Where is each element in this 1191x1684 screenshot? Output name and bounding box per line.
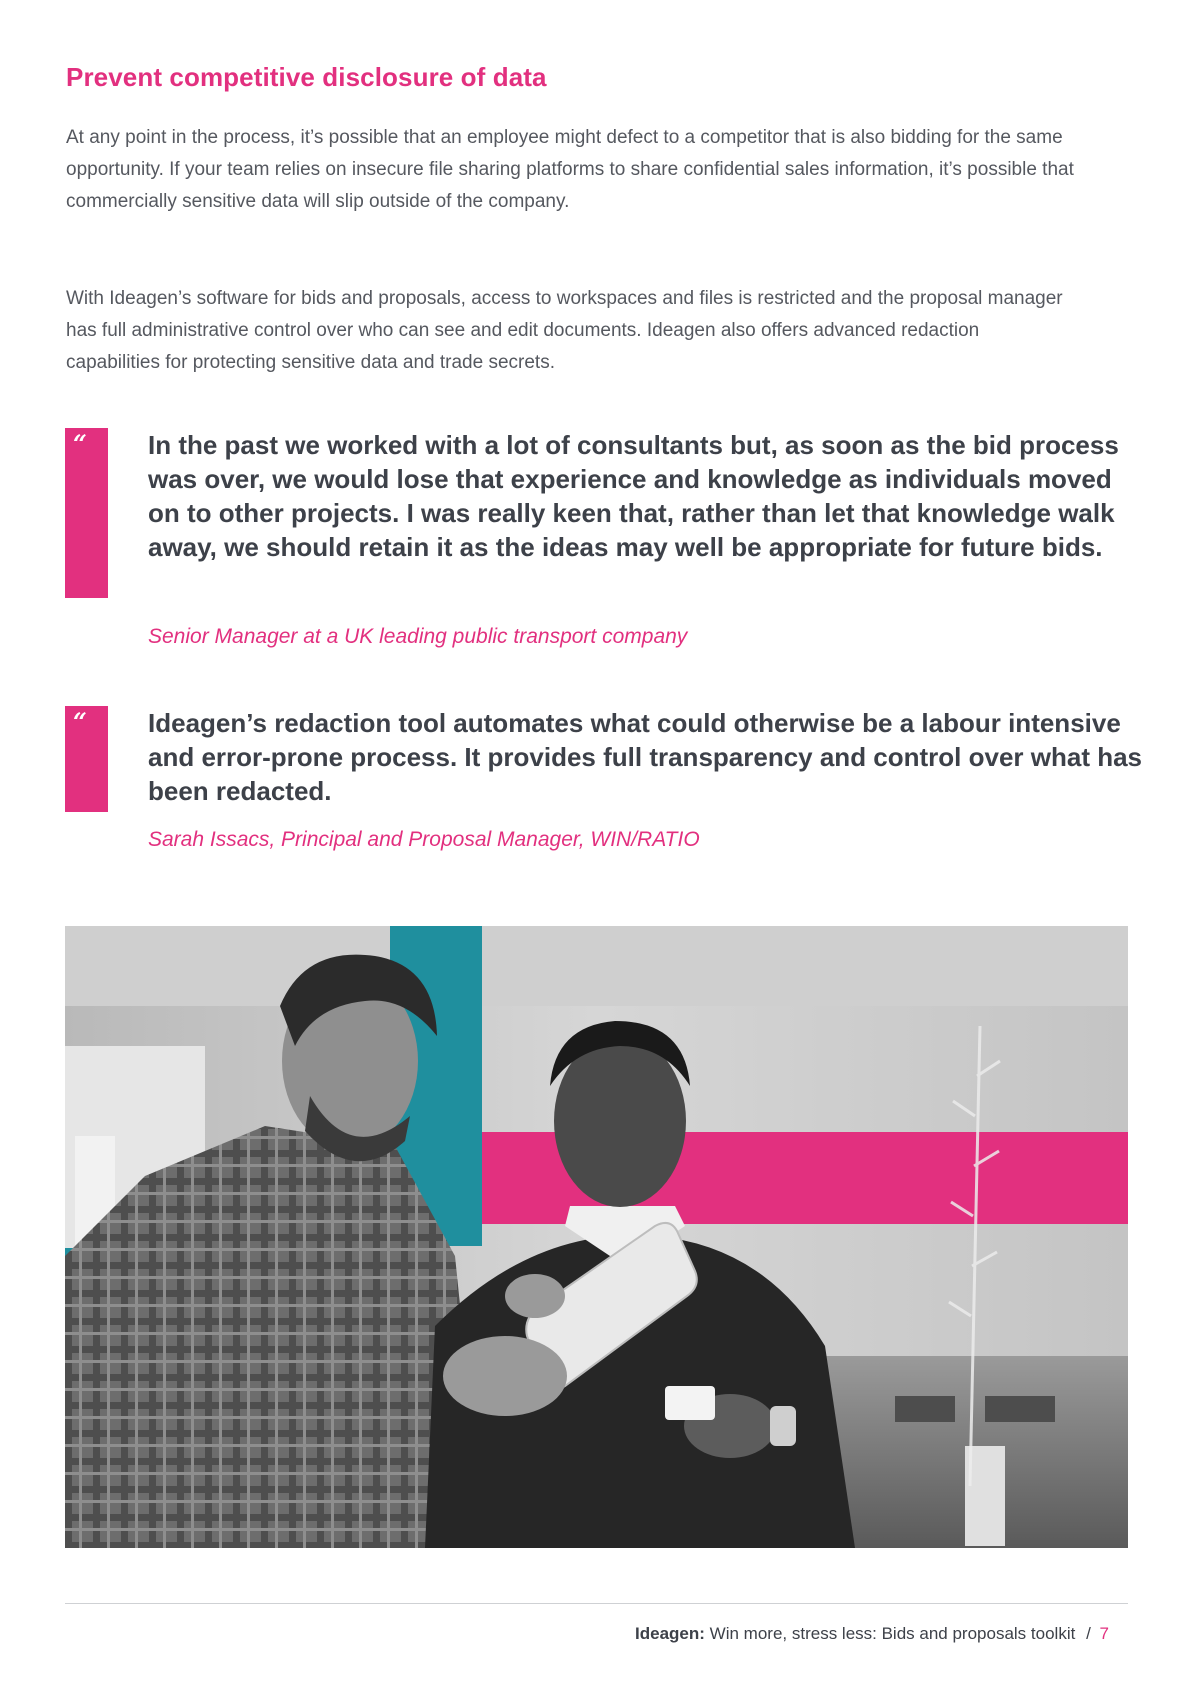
footer-title: Win more, stress less: Bids and proposals toolkit [709, 1624, 1076, 1643]
footer-separator: / [1086, 1624, 1091, 1643]
quote-text: In the past we worked with a lot of consultants but, as soon as the bid process was over, we would lose that experience and knowledge as individuals moved on to other projects. I was really keen that, rather than let that knowledge walk away, we should retain it as the ideas may well be appropriate for future bids. [148, 430, 1119, 562]
quote-attribution: Sarah Issacs, Principal and Proposal Manager, WIN/RATIO [148, 828, 700, 851]
quote-attribution: Senior Manager at a UK leading public transport company [148, 625, 688, 648]
footer-brand: Ideagen: [635, 1624, 705, 1643]
quote-mark-icon: “ [73, 429, 87, 458]
quote-mark-icon: “ [73, 707, 87, 736]
quote-text: Ideagen’s redaction tool automates what could otherwise be a labour intensive and error-prone process. It provides full transparency and control over what has been redacted. [148, 708, 1143, 806]
footer-divider [65, 1603, 1128, 1604]
quote-bar [65, 428, 108, 598]
quote-bar [65, 706, 108, 812]
page-number: 7 [1099, 1624, 1109, 1643]
body-paragraph-2: With Ideagen’s software for bids and proposals, access to workspaces and files is restricted and the proposal manager has full administrative control over who can see and edit documents. Ideagen also offers advanced redaction capabilities for protecting sensitive data and trade secrets. [66, 288, 1063, 373]
footer [635, 1623, 1109, 1645]
office-photo [65, 926, 1128, 1548]
body-paragraph-1: At any point in the process, it’s possible that an employee might defect to a competitor that is also bidding for the same opportunity. If your team relies on insecure file sharing platforms to share confidential sales information, it’s possible that commercially sensitive data will slip outside of the company. [66, 127, 1074, 212]
section-title: Prevent competitive disclosure of data [66, 62, 547, 92]
